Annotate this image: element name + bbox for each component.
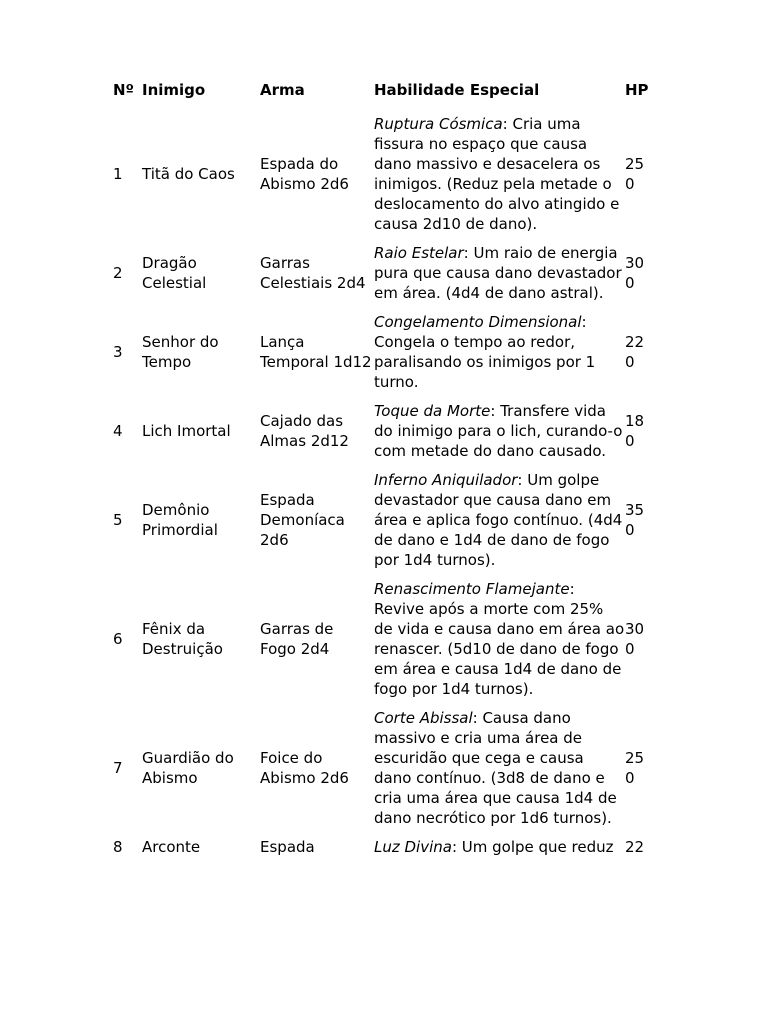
ability-cell — [374, 110, 625, 239]
weapon-cell: Cajado das Almas 2d12 — [260, 412, 349, 450]
table-row — [113, 308, 651, 397]
weapon-cell: Espada Demoníaca 2d6 — [260, 491, 345, 549]
hp-cell: 350 — [625, 501, 645, 539]
ability-description: : Um golpe que reduz — [451, 838, 614, 856]
table-row — [113, 239, 651, 308]
ability-description: : Congela o tempo ao redor, paralisando os inimigos por 1 turno. — [374, 313, 596, 391]
enemy-name-cell: Arconte — [142, 838, 201, 856]
table-row — [113, 466, 651, 575]
table-row — [113, 833, 651, 862]
hp-cell: 250 — [625, 749, 645, 787]
ability-description: : Causa dano massivo e cria uma área de escuridão que cega e causa dano contínuo. (3d8 de dano e cria uma área que causa 1d4 de dano necrótico por 1d6 turnos). — [374, 709, 617, 827]
ability-name: Renascimento Flamejante — [374, 580, 570, 598]
ability-name: Corte Abissal — [374, 709, 473, 727]
ability-cell — [374, 239, 625, 308]
table-row — [113, 575, 651, 704]
weapon-cell: Espada do Abismo 2d6 — [260, 155, 349, 193]
column-header-hp: HP — [625, 81, 649, 99]
hp-cell: 300 — [625, 620, 645, 658]
enemy-number-cell: 8 — [113, 838, 123, 856]
column-header-number: Nº — [113, 81, 135, 99]
enemy-name-cell: Lich Imortal — [142, 422, 231, 440]
header-row — [113, 80, 651, 110]
enemy-number-cell: 3 — [113, 343, 123, 361]
enemy-name-cell: Guardião do Abismo — [142, 749, 234, 787]
weapon-cell: Lança Temporal 1d12 — [260, 333, 372, 371]
ability-cell — [374, 704, 625, 833]
ability-cell — [374, 833, 625, 862]
ability-name: Inferno Aniquilador — [374, 471, 518, 489]
hp-cell: 250 — [625, 155, 645, 193]
ability-cell — [374, 466, 625, 575]
ability-cell — [374, 575, 625, 704]
ability-name: Toque da Morte — [374, 402, 491, 420]
weapon-cell: Espada — [260, 838, 315, 856]
table-row — [113, 704, 651, 833]
weapon-cell: Foice do Abismo 2d6 — [260, 749, 349, 787]
column-header-weapon: Arma — [260, 81, 305, 99]
ability-name: Congelamento Dimensional — [374, 313, 582, 331]
enemy-number-cell: 2 — [113, 264, 123, 282]
ability-description: : Cria uma fissura no espaço que causa dano massivo e desacelera os inimigos. (Reduz pela metade o deslocamento do alvo atingido e causa 2d10 de dano). — [374, 115, 620, 233]
enemy-name-cell: Fênix da Destruição — [142, 620, 223, 658]
hp-cell: 300 — [625, 254, 645, 292]
ability-description: : Revive após a morte com 25% de vida e causa dano em área ao renascer. (5d10 de dano de fogo em área e causa 1d4 de dano de fogo por 1d4 turnos). — [374, 580, 625, 698]
enemy-number-cell: 1 — [113, 165, 123, 183]
enemy-table — [113, 80, 651, 862]
hp-cell: 22 — [625, 838, 645, 856]
ability-description: : Um raio de energia pura que causa dano devastador em área. (4d4 de dano astral). — [374, 244, 622, 302]
column-header-special-ability: Habilidade Especial — [374, 81, 540, 99]
ability-cell — [374, 308, 625, 397]
ability-cell — [374, 397, 625, 466]
enemy-name-cell: Titã do Caos — [142, 165, 235, 183]
enemy-name-cell: Demônio Primordial — [142, 501, 218, 539]
ability-name: Raio Estelar — [374, 244, 464, 262]
ability-description: : Um golpe devastador que causa dano em área e aplica fogo contínuo. (4d4 de dano e 1d4 de dano de fogo por 1d4 turnos). — [374, 471, 623, 569]
ability-name: Ruptura Cósmica — [374, 115, 503, 133]
hp-cell: 220 — [625, 333, 645, 371]
hp-cell: 180 — [625, 412, 645, 450]
table-row — [113, 397, 651, 466]
ability-name: Luz Divina — [374, 838, 452, 856]
enemy-number-cell: 4 — [113, 422, 123, 440]
enemy-number-cell: 6 — [113, 630, 123, 648]
weapon-cell: Garras Celestiais 2d4 — [260, 254, 366, 292]
enemy-name-cell: Dragão Celestial — [142, 254, 207, 292]
table-row — [113, 110, 651, 239]
enemy-number-cell: 5 — [113, 511, 123, 529]
column-header-enemy: Inimigo — [142, 81, 206, 99]
enemy-number-cell: 7 — [113, 759, 123, 777]
ability-description: : Transfere vida do inimigo para o lich, curando-o com metade do dano causado. — [374, 402, 623, 460]
enemy-name-cell: Senhor do Tempo — [142, 333, 219, 371]
weapon-cell: Garras de Fogo 2d4 — [260, 620, 334, 658]
